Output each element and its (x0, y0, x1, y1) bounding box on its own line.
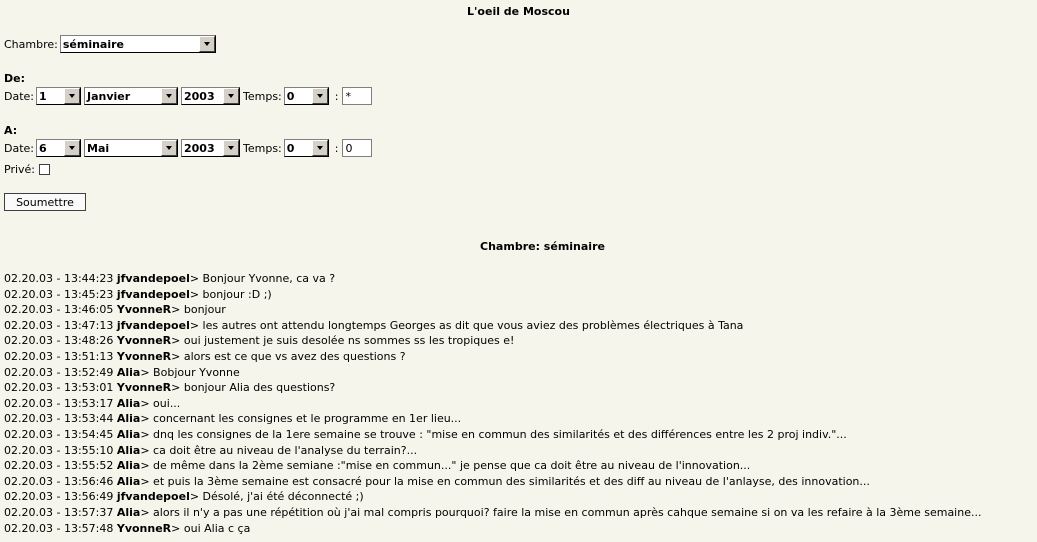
message-row (4, 302, 981, 318)
message-text: > Bonjour Yvonne, ca va ? (189, 272, 336, 285)
message-row (4, 396, 981, 412)
to-hour-value: 0 (286, 141, 295, 155)
message-user: Alia (116, 365, 141, 379)
from-hour-value: 0 (286, 89, 295, 103)
message-user: Alia (116, 474, 141, 488)
from-time-colon: : (334, 89, 339, 103)
to-label: A: (4, 124, 18, 137)
message-user: YvonneR (116, 381, 172, 395)
message-row (4, 505, 981, 521)
message-user: Alia (116, 443, 141, 457)
message-row (4, 474, 981, 490)
room-select-value: séminaire (62, 37, 125, 51)
message-user: YvonneR (116, 521, 172, 535)
message-text: > ca doit être au niveau de l'analyse du terrain?... (140, 443, 418, 457)
message-text: > alors il n'y a pas une répétition où j'ai mal compris pourquoi? faire la mise en commun après cahque semaine si on va les refaire à la 3ème semaine... (140, 505, 982, 519)
message-user: jfvandepoel (116, 490, 190, 504)
message-log (4, 271, 981, 536)
from-hour-select[interactable] (284, 87, 329, 105)
message-row (4, 333, 981, 349)
message-text: > les autres ont attendu longtemps Georges as dit que vous aviez des problèmes électriques à Tana (189, 318, 744, 332)
message-timestamp: 02.20.03 - 13:57:37 (4, 505, 114, 519)
message-timestamp: 02.20.03 - 13:45:23 (4, 287, 114, 301)
message-user: Alia (116, 505, 141, 519)
from-month-select[interactable] (84, 87, 178, 105)
chevron-down-icon[interactable] (223, 88, 239, 104)
message-timestamp: 02.20.03 - 13:56:46 (4, 474, 114, 488)
chevron-down-icon[interactable] (161, 88, 177, 104)
message-timestamp: 02.20.03 - 13:57:48 (4, 521, 114, 535)
message-text: > concernant les consignes et le programme en 1er lieu... (140, 412, 462, 426)
message-row (4, 411, 981, 427)
from-day-select[interactable] (36, 87, 81, 105)
message-text: > bonjour :D ;) (189, 287, 272, 301)
message-timestamp: 02.20.03 - 13:52:49 (4, 365, 114, 379)
from-year-value: 2003 (184, 89, 215, 103)
from-date-label: Date: (4, 89, 34, 103)
message-row (4, 521, 981, 537)
to-time-colon: : (334, 141, 339, 155)
chevron-down-icon[interactable] (64, 140, 80, 156)
room-label: Chambre: (4, 37, 58, 51)
to-date-label: Date: (4, 141, 34, 155)
page-title: L'oeil de Moscou (467, 5, 570, 18)
room-row (4, 34, 219, 54)
message-timestamp: 02.20.03 - 13:53:01 (4, 381, 114, 395)
message-timestamp: 02.20.03 - 13:54:45 (4, 427, 114, 441)
message-text: > Bobjour Yvonne (140, 365, 240, 379)
to-month-select[interactable] (84, 139, 178, 157)
to-day-value: 6 (39, 141, 47, 155)
message-user: Alia (116, 396, 141, 410)
message-timestamp: 02.20.03 - 13:55:10 (4, 443, 114, 457)
message-user: Alia (116, 412, 141, 426)
to-day-select[interactable] (36, 139, 81, 157)
message-row (4, 271, 981, 287)
private-label: Privé: (4, 162, 36, 176)
from-day-value: 1 (39, 89, 47, 103)
to-hour-select[interactable] (284, 139, 329, 157)
from-minute-field[interactable]: * (342, 87, 372, 105)
chamber-heading: Chambre: séminaire (480, 240, 605, 253)
from-label: De: (4, 72, 25, 85)
message-timestamp: 02.20.03 - 13:44:23 (4, 272, 114, 285)
message-text: > dnq les consignes de la 1ere semaine se trouve : "mise en commun des similarités et des différences entre les 2 proj indiv."... (140, 427, 847, 441)
message-row (4, 489, 981, 505)
message-text: > et puis la 3ème semaine est consacré pour la mise en commun des similarités et des diff au niveau de l'anlayse, des innovation... (140, 474, 870, 488)
to-year-value: 2003 (184, 141, 215, 155)
message-text: > Désolé, j'ai été déconnecté ;) (189, 490, 364, 504)
to-row (4, 138, 372, 158)
message-timestamp: 02.20.03 - 13:53:44 (4, 412, 114, 426)
message-row (4, 349, 981, 365)
message-text: > oui justement je suis desolée ns sommes ss les tropiques e! (171, 334, 515, 348)
message-text: > de même dans la 2ème semiane :"mise en commun..." je pense que ca doit être au niveau de l'innovation... (140, 459, 751, 473)
message-text: > oui... (140, 396, 181, 410)
message-user: YvonneR (116, 349, 172, 363)
message-text: > alors est ce que vs avez des questions ? (171, 349, 406, 363)
to-minute-field[interactable]: 0 (342, 139, 372, 157)
to-year-select[interactable] (181, 139, 240, 157)
room-select[interactable] (60, 35, 216, 53)
to-time-label: Temps: (243, 141, 282, 155)
message-row (4, 427, 981, 443)
private-row (4, 159, 50, 179)
from-month-value: Janvier (87, 89, 131, 103)
message-timestamp: 02.20.03 - 13:47:13 (4, 318, 114, 332)
message-timestamp: 02.20.03 - 13:56:49 (4, 490, 114, 504)
message-user: Alia (116, 459, 141, 473)
message-row (4, 318, 981, 334)
from-time-label: Temps: (243, 89, 282, 103)
message-row (4, 443, 981, 459)
private-checkbox[interactable] (39, 164, 50, 175)
message-user: jfvandepoel (116, 287, 190, 301)
chevron-down-icon[interactable] (199, 36, 215, 52)
message-text: > bonjour (171, 303, 226, 317)
chevron-down-icon[interactable] (312, 88, 328, 104)
message-timestamp: 02.20.03 - 13:53:17 (4, 396, 114, 410)
message-row (4, 458, 981, 474)
chevron-down-icon[interactable] (161, 140, 177, 156)
message-timestamp: 02.20.03 - 13:46:05 (4, 303, 114, 317)
submit-button[interactable]: Soumettre (4, 193, 86, 211)
from-year-select[interactable] (181, 87, 240, 105)
message-text: > oui Alia c ça (171, 521, 251, 535)
chevron-down-icon[interactable] (223, 140, 239, 156)
chevron-down-icon[interactable] (64, 88, 80, 104)
message-row (4, 380, 981, 396)
message-timestamp: 02.20.03 - 13:48:26 (4, 334, 114, 348)
message-text: > bonjour Alia des questions? (171, 381, 336, 395)
to-month-value: Mai (87, 141, 110, 155)
chevron-down-icon[interactable] (312, 140, 328, 156)
message-user: jfvandepoel (116, 272, 190, 285)
message-row (4, 365, 981, 381)
message-user: YvonneR (116, 303, 172, 317)
message-timestamp: 02.20.03 - 13:51:13 (4, 349, 114, 363)
message-user: Alia (116, 427, 141, 441)
message-row (4, 287, 981, 303)
message-timestamp: 02.20.03 - 13:55:52 (4, 459, 114, 473)
from-row (4, 86, 372, 106)
message-user: YvonneR (116, 334, 172, 348)
message-user: jfvandepoel (116, 318, 190, 332)
